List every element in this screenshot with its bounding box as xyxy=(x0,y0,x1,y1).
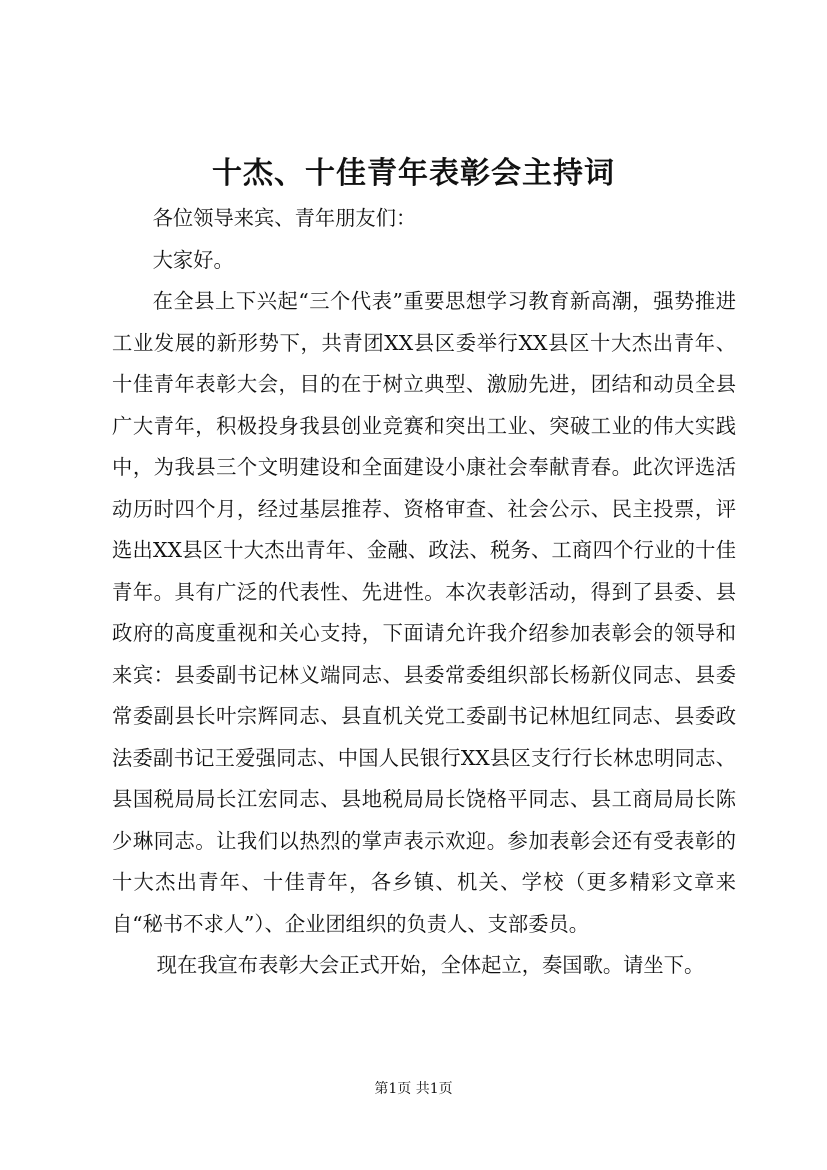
page-footer: 第1页 共1页 xyxy=(374,1081,453,1097)
salutation-paragraph: 大家好。 xyxy=(152,247,234,272)
greeting-paragraph: 各位领导来宾、青年朋友们： xyxy=(152,206,417,230)
closing-paragraph: 现在我宣布表彰大会正式开始，全体起立，奏国歌。请坐下。 xyxy=(156,953,705,977)
document-body xyxy=(112,198,736,987)
main-paragraph: 在全县上下兴起“三个代表”重要思想学习教育新高潮，强势推进工业发展的新形势下，共青团XX县区委举行XX县区十大杰出青年、十佳青年表彰大会，目的在于树立典型、激励先进，团结和动员全县广大青年，积极投身我县创业竞赛和突出工业、突破工业的伟大实践中，为我县三个文明建设和全面建设小康社会奉献青春。此次评选活动历时四个月，经过基层推荐、资格审查、社会公示、民主投票，评选出XX县区十大杰出青年、金融、政法、税务、工商四个行业的十佳青年。具有广泛的代表性、先进性。本次表彰活动，得到了县委、县政府的高度重视和关心支持，下面请允许我介绍参加表彰会的领导和来宾：县委副书记林义端同志、县委常委组织部长杨新仪同志、县委常委副县长叶宗辉同志、县直机关党工委副书记林旭红同志、县委政法委副书记王爱强同志、中国人民银行XX县区支行行长林忠明同志、县国税局局长江宏同志、县地税局局长饶格平同志、县工商局局长陈少琳同志。让我们以热烈的掌声表示欢迎。参加表彰会还有受表彰的十大杰出青年、十佳青年，各乡镇、机关、学校（更多精彩文章来自“秘书不求人”）、企业团组织的负责人、支部委员。 xyxy=(112,289,736,936)
document-title: 十杰、十佳青年表彰会主持词 xyxy=(212,156,615,191)
